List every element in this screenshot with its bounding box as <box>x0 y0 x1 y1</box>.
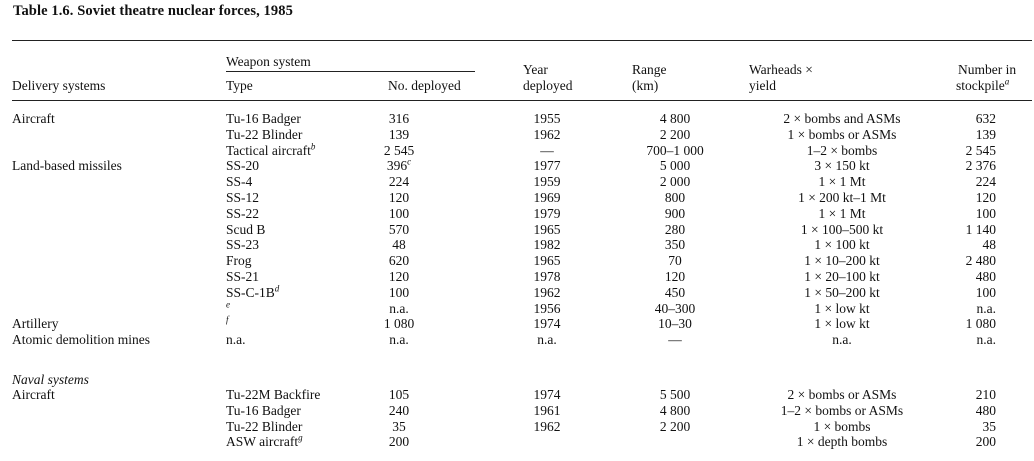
cell-type <box>226 253 252 269</box>
cell-year-deployed <box>527 143 567 159</box>
cell-no-deployed <box>376 206 422 222</box>
table-title: Table 1.6. Soviet theatre nuclear forces, 1985 <box>13 3 293 19</box>
cell-no-deployed-text: 2 545 <box>383 142 415 158</box>
cell-range-text: 5 500 <box>659 387 691 402</box>
cell-number-in-stockpile <box>944 285 996 301</box>
cell-range <box>620 316 730 332</box>
cell-range-text: — <box>668 332 682 348</box>
cell-number-in-stockpile <box>944 206 996 222</box>
cell-year-deployed <box>527 237 567 253</box>
cell-range <box>620 143 730 159</box>
cell-year-deployed-text: 1961 <box>533 402 561 418</box>
cell-year-deployed <box>527 174 567 190</box>
cell-type <box>226 111 301 127</box>
cell-delivery-system <box>12 387 55 403</box>
cell-delivery-system-text: Artillery <box>12 316 59 332</box>
cell-range <box>620 111 730 127</box>
footnote-marker: f <box>226 314 229 325</box>
cell-type-text: Scud B <box>226 221 266 237</box>
cell-no-deployed <box>376 316 422 332</box>
cell-number-in-stockpile <box>944 387 996 403</box>
cell-type-text: ASW aircraft <box>226 434 299 450</box>
cell-type-text: Tu-22M Backfire <box>226 387 321 402</box>
cell-range-text: 2 200 <box>659 126 691 142</box>
cell-range-text: 4 800 <box>659 402 691 418</box>
cell-range <box>620 332 730 348</box>
cell-type <box>226 387 320 403</box>
cell-no-deployed-text: n.a. <box>389 332 409 348</box>
cell-number-in-stockpile <box>944 190 996 206</box>
cell-type <box>226 332 246 348</box>
cell-year-deployed-text: 1965 <box>533 221 561 237</box>
cell-range <box>620 190 730 206</box>
cell-no-deployed-text: 620 <box>388 253 410 269</box>
header-rule <box>12 100 1032 101</box>
cell-year-deployed-text: 1977 <box>533 158 561 174</box>
cell-no-deployed-text: 120 <box>388 190 410 205</box>
weapon-system-rule <box>226 71 475 72</box>
cell-warheads-yield <box>742 222 942 238</box>
cell-type <box>226 206 259 222</box>
table-row <box>0 158 1034 174</box>
cell-number-in-stockpile-text: 1 080 <box>965 316 996 332</box>
cell-range-text: 40–300 <box>654 300 696 316</box>
cell-number-in-stockpile <box>944 158 996 174</box>
cell-year-deployed-text: 1956 <box>533 300 561 316</box>
cell-year-deployed <box>527 206 567 222</box>
cell-number-in-stockpile-text: 2 376 <box>965 158 996 174</box>
table-row <box>0 222 1034 238</box>
footnote-marker: b <box>310 141 316 152</box>
cell-type-text: Frog <box>226 253 252 269</box>
footnote-marker: d <box>274 283 280 294</box>
cell-warheads-yield <box>742 301 942 317</box>
cell-warheads-yield-text: 1–2 × bombs or ASMs <box>780 402 904 418</box>
cell-no-deployed <box>376 434 422 450</box>
table-row <box>0 206 1034 222</box>
cell-no-deployed-text: 48 <box>392 237 406 253</box>
cell-year-deployed <box>527 332 567 348</box>
top-rule <box>12 40 1032 41</box>
table-row <box>0 285 1034 301</box>
cell-year-deployed <box>527 285 567 301</box>
cell-number-in-stockpile-text: 480 <box>975 402 996 418</box>
cell-number-in-stockpile <box>944 403 996 419</box>
cell-year-deployed <box>527 403 567 419</box>
cell-no-deployed <box>376 387 422 403</box>
cell-number-in-stockpile <box>944 174 996 190</box>
cell-warheads-yield-text: 1 × depth bombs <box>796 434 888 450</box>
cell-warheads-yield <box>742 174 942 190</box>
cell-warheads-yield-text: 1 × 1 Mt <box>818 205 866 221</box>
cell-range <box>620 419 730 435</box>
cell-type <box>226 190 259 206</box>
cell-warheads-yield <box>742 419 942 435</box>
cell-type-text: SS-22 <box>226 205 260 221</box>
cell-warheads-yield-text: 1 × 10–200 kt <box>804 253 880 269</box>
cell-no-deployed-text: 316 <box>388 111 410 126</box>
cell-range <box>620 127 730 143</box>
cell-type <box>226 127 302 143</box>
table-row <box>0 253 1034 269</box>
cell-year-deployed-text: 1982 <box>533 237 561 253</box>
cell-no-deployed <box>376 253 422 269</box>
cell-year-deployed <box>527 301 567 317</box>
header-year-line2: deployed <box>523 78 573 93</box>
cell-no-deployed <box>376 237 422 253</box>
cell-warheads-yield-text: 2 × bombs or ASMs <box>787 387 897 402</box>
cell-delivery-system <box>12 332 150 348</box>
cell-no-deployed-text: 105 <box>388 387 410 402</box>
cell-no-deployed <box>376 174 422 190</box>
cell-warheads-yield <box>742 111 942 127</box>
cell-range-text: 4 800 <box>659 111 691 126</box>
cell-type-text: SS-20 <box>226 158 260 174</box>
table-row <box>0 190 1034 206</box>
cell-no-deployed <box>376 127 422 143</box>
cell-warheads-yield-text: 1 × low kt <box>814 300 870 316</box>
cell-number-in-stockpile <box>944 143 996 159</box>
cell-number-in-stockpile <box>944 434 996 450</box>
cell-range-text: 5 000 <box>659 158 691 174</box>
cell-year-deployed-text: 1962 <box>533 284 561 300</box>
cell-range-text: 120 <box>664 269 686 284</box>
header-number-line1: Number in <box>958 62 1017 77</box>
cell-warheads-yield <box>742 253 942 269</box>
cell-range <box>620 285 730 301</box>
cell-no-deployed <box>376 285 422 301</box>
cell-number-in-stockpile-text: 210 <box>975 387 996 402</box>
table-row <box>0 237 1034 253</box>
cell-delivery-system <box>12 111 55 127</box>
cell-year-deployed-text: 1974 <box>533 387 561 402</box>
cell-number-in-stockpile-text: 120 <box>975 190 996 205</box>
cell-year-deployed <box>527 316 567 332</box>
table-row <box>0 434 1034 450</box>
cell-number-in-stockpile-text: 48 <box>982 237 996 253</box>
cell-year-deployed <box>527 387 567 403</box>
cell-warheads-yield <box>742 206 942 222</box>
cell-number-in-stockpile-text: 200 <box>975 434 996 450</box>
cell-no-deployed-text: 120 <box>388 269 410 284</box>
cell-range-text: 10–30 <box>658 316 692 332</box>
cell-warheads-yield <box>742 332 942 348</box>
header-range-line2: (km) <box>632 78 659 93</box>
cell-type-text: Tu-22 Blinder <box>226 418 303 434</box>
cell-no-deployed <box>376 143 422 159</box>
cell-warheads-yield-text: 3 × 150 kt <box>814 158 870 174</box>
cell-warheads-yield <box>742 237 942 253</box>
cell-number-in-stockpile <box>944 237 996 253</box>
cell-year-deployed <box>527 127 567 143</box>
cell-number-in-stockpile <box>944 316 996 332</box>
cell-warheads-yield <box>742 434 942 450</box>
cell-range <box>620 206 730 222</box>
table-row <box>0 332 1034 348</box>
cell-delivery-system-text: Land-based missiles <box>12 158 122 174</box>
cell-range <box>620 387 730 403</box>
cell-warheads-yield-text: 2 × bombs and ASMs <box>783 111 901 126</box>
cell-delivery-system-text: Aircraft <box>12 387 55 402</box>
table-row <box>0 127 1034 143</box>
cell-delivery-system-text: Aircraft <box>12 111 55 126</box>
naval-systems-label: Naval systems <box>12 372 89 387</box>
cell-range-text: 70 <box>668 253 682 269</box>
cell-no-deployed <box>376 269 422 285</box>
cell-warheads-yield-text: 1 × 20–100 kt <box>804 269 880 284</box>
cell-range-text: 900 <box>664 205 686 221</box>
cell-no-deployed-text: n.a. <box>389 300 409 316</box>
cell-type-text: Tactical aircraft <box>226 142 311 158</box>
table-row <box>0 419 1034 435</box>
cell-year-deployed <box>527 253 567 269</box>
cell-warheads-yield <box>742 269 942 285</box>
cell-warheads-yield <box>742 143 942 159</box>
cell-warheads-yield-text: 1 × 100–500 kt <box>800 221 884 237</box>
cell-number-in-stockpile-text: 224 <box>975 174 996 190</box>
cell-no-deployed-text: 224 <box>388 174 410 190</box>
cell-year-deployed-text: — <box>540 142 554 158</box>
cell-no-deployed-text: 396 <box>386 158 408 174</box>
cell-warheads-yield-text: 1 × bombs <box>813 418 871 434</box>
cell-no-deployed-text: 1 080 <box>383 316 415 332</box>
cell-delivery-system-text: Atomic demolition mines <box>12 332 150 348</box>
cell-year-deployed-text: 1969 <box>533 190 561 205</box>
header-range-line1: Range <box>632 62 667 77</box>
cell-no-deployed <box>376 332 422 348</box>
cell-warheads-yield-text: 1 × 200 kt–1 Mt <box>798 190 886 205</box>
cell-type <box>226 434 303 450</box>
cell-range-text: 350 <box>664 237 686 253</box>
cell-number-in-stockpile-text: 100 <box>975 284 996 300</box>
cell-year-deployed <box>527 419 567 435</box>
cell-number-in-stockpile-text: 1 140 <box>965 221 996 237</box>
cell-range-text: 450 <box>664 284 686 300</box>
cell-year-deployed-text: 1962 <box>533 126 561 142</box>
footnote-marker: e <box>226 299 230 310</box>
cell-year-deployed <box>527 190 567 206</box>
cell-number-in-stockpile <box>944 127 996 143</box>
cell-no-deployed-text: 35 <box>392 418 406 434</box>
cell-no-deployed-text: 240 <box>388 402 410 418</box>
cell-type <box>226 237 259 253</box>
cell-range <box>620 301 730 317</box>
cell-warheads-yield <box>742 387 942 403</box>
cell-no-deployed <box>376 158 422 174</box>
cell-no-deployed-text: 139 <box>388 126 410 142</box>
cell-year-deployed-text: 1965 <box>533 253 561 269</box>
cell-range <box>620 253 730 269</box>
cell-year-deployed <box>527 222 567 238</box>
cell-warheads-yield-text: 1 × 1 Mt <box>818 174 866 190</box>
cell-range-text: 800 <box>664 190 686 205</box>
cell-type-text: Tu-16 Badger <box>226 402 301 418</box>
cell-warheads-yield <box>742 127 942 143</box>
header-year-line1: Year <box>523 62 548 77</box>
cell-no-deployed-text: 100 <box>388 205 410 221</box>
cell-number-in-stockpile <box>944 332 996 348</box>
cell-type <box>226 143 315 159</box>
cell-number-in-stockpile <box>944 222 996 238</box>
cell-warheads-yield <box>742 285 942 301</box>
cell-warheads-yield-text: 1–2 × bombs <box>806 142 878 158</box>
cell-warheads-yield <box>742 158 942 174</box>
cell-type-text: SS-21 <box>226 269 260 284</box>
cell-type <box>226 174 252 190</box>
cell-type-text: SS-23 <box>226 237 260 253</box>
cell-warheads-yield <box>742 190 942 206</box>
cell-year-deployed <box>527 111 567 127</box>
table-row <box>0 174 1034 190</box>
cell-number-in-stockpile-text: 139 <box>975 126 996 142</box>
cell-year-deployed-text: 1955 <box>533 111 561 126</box>
cell-warheads-yield-text: 1 × 100 kt <box>814 237 870 253</box>
cell-number-in-stockpile-text: n.a. <box>976 300 996 316</box>
cell-type-text: SS-4 <box>226 174 253 190</box>
cell-number-in-stockpile-text: 632 <box>975 111 996 126</box>
cell-number-in-stockpile <box>944 111 996 127</box>
cell-type <box>226 269 259 285</box>
cell-range-text: 700–1 000 <box>646 142 704 158</box>
header-type: Type <box>226 78 253 93</box>
cell-warheads-yield-text: 1 × low kt <box>814 316 870 332</box>
cell-number-in-stockpile-text: 100 <box>975 205 996 221</box>
cell-type <box>226 285 279 301</box>
cell-year-deployed <box>527 269 567 285</box>
cell-delivery-system <box>12 316 59 332</box>
cell-no-deployed-text: 200 <box>388 434 410 450</box>
cell-range <box>620 222 730 238</box>
cell-range-text: 280 <box>664 221 686 237</box>
cell-no-deployed <box>376 111 422 127</box>
header-number-line2: stockpile$^a$ <box>956 76 1010 93</box>
cell-no-deployed <box>376 301 422 317</box>
cell-type-text: Tu-16 Badger <box>226 111 301 126</box>
cell-range-text: 2 000 <box>659 174 691 190</box>
cell-no-deployed <box>376 222 422 238</box>
cell-number-in-stockpile <box>944 419 996 435</box>
cell-warheads-yield <box>742 316 942 332</box>
cell-no-deployed-text: 100 <box>388 284 410 300</box>
cell-type <box>226 158 259 174</box>
cell-no-deployed <box>376 190 422 206</box>
cell-number-in-stockpile-text: 35 <box>982 418 996 434</box>
cell-range <box>620 237 730 253</box>
cell-year-deployed-text: 1962 <box>533 418 561 434</box>
cell-type-text: SS-12 <box>226 190 260 205</box>
cell-type <box>226 222 265 238</box>
cell-type-text: SS-C-1B <box>226 284 275 300</box>
cell-range <box>620 174 730 190</box>
cell-year-deployed-text: 1979 <box>533 205 561 221</box>
cell-number-in-stockpile-text: 2 480 <box>965 253 996 269</box>
cell-year-deployed-text: 1974 <box>533 316 561 332</box>
cell-no-deployed <box>376 403 422 419</box>
cell-warheads-yield-text: 1 × bombs or ASMs <box>787 126 897 142</box>
table-row <box>0 269 1034 285</box>
cell-year-deployed-text: 1978 <box>533 269 561 284</box>
cell-number-in-stockpile-text: 480 <box>975 269 996 284</box>
header-warheads-line2: yield <box>749 78 776 93</box>
table-row <box>0 143 1034 159</box>
header-weapon-system: Weapon system <box>226 54 311 69</box>
cell-number-in-stockpile-text: n.a. <box>976 332 996 348</box>
cell-number-in-stockpile <box>944 301 996 317</box>
cell-range-text: 2 200 <box>659 418 691 434</box>
cell-year-deployed-text: 1959 <box>533 174 561 190</box>
cell-delivery-system <box>12 158 122 174</box>
cell-number-in-stockpile-text: 2 545 <box>965 142 996 158</box>
cell-type-text: Tu-22 Blinder <box>226 126 303 142</box>
cell-type <box>226 316 229 332</box>
cell-type-text: n.a. <box>226 332 246 348</box>
header-warheads-line1: Warheads × <box>749 62 813 77</box>
cell-warheads-yield-text: n.a. <box>832 332 852 348</box>
cell-range <box>620 269 730 285</box>
footnote-marker: g <box>298 432 303 443</box>
cell-number-in-stockpile <box>944 269 996 285</box>
table-row <box>0 111 1034 127</box>
header-no-deployed: No. deployed <box>388 78 461 93</box>
cell-range <box>620 158 730 174</box>
cell-range <box>620 403 730 419</box>
cell-no-deployed <box>376 419 422 435</box>
footnote-marker: c <box>407 156 412 167</box>
cell-year-deployed <box>527 158 567 174</box>
cell-no-deployed-text: 570 <box>388 221 410 237</box>
cell-warheads-yield <box>742 403 942 419</box>
header-delivery-systems: Delivery systems <box>12 78 106 93</box>
cell-warheads-yield-text: 1 × 50–200 kt <box>804 284 880 300</box>
cell-type <box>226 419 302 435</box>
cell-year-deployed-text: n.a. <box>537 332 557 348</box>
table-row <box>0 387 1034 403</box>
cell-type <box>226 403 301 419</box>
table-row <box>0 316 1034 332</box>
table-row <box>0 301 1034 317</box>
cell-number-in-stockpile <box>944 253 996 269</box>
table-row <box>0 403 1034 419</box>
